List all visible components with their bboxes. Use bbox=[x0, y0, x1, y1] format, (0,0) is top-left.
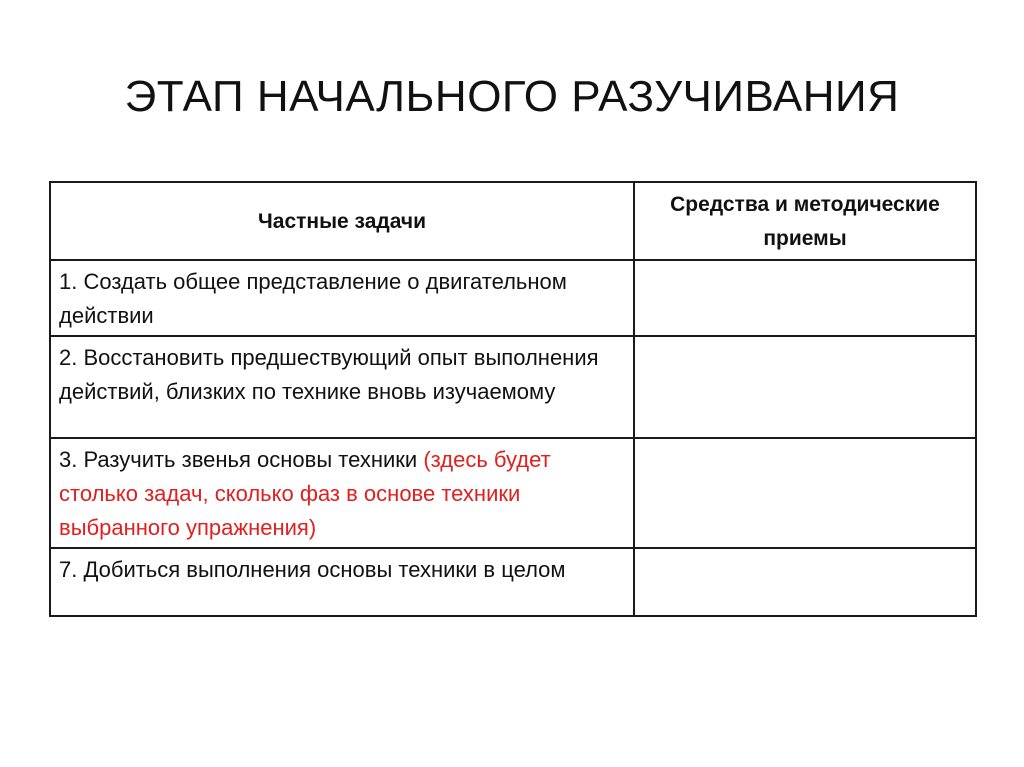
header-means: Средства и методические приемы bbox=[634, 182, 976, 260]
table-row bbox=[50, 260, 976, 336]
task-cell: 2. Восстановить предшествующий опыт выполнения действий, близких по технике вновь изучаемому bbox=[50, 336, 634, 438]
header-tasks: Частные задачи bbox=[50, 182, 634, 260]
task-cell bbox=[50, 438, 634, 548]
means-cell bbox=[634, 438, 976, 548]
table-header-row bbox=[50, 182, 976, 260]
means-cell bbox=[634, 260, 976, 336]
table-row bbox=[50, 548, 976, 616]
table-row bbox=[50, 336, 976, 438]
means-cell bbox=[634, 336, 976, 438]
means-cell bbox=[634, 548, 976, 616]
table-row bbox=[50, 438, 976, 548]
task-note: (здесь будет столько задач, сколько фаз в основе техники выбранного упражнения) bbox=[59, 447, 551, 540]
tasks-table bbox=[49, 181, 977, 617]
task-cell: 1. Создать общее представление о двигательном действии bbox=[50, 260, 634, 336]
task-text: 3. Разучить звенья основы техники bbox=[59, 447, 424, 472]
task-cell: 7. Добиться выполнения основы техники в целом bbox=[50, 548, 634, 616]
slide-title: ЭТАП НАЧАЛЬНОГО РАЗУЧИВАНИЯ bbox=[124, 72, 900, 121]
